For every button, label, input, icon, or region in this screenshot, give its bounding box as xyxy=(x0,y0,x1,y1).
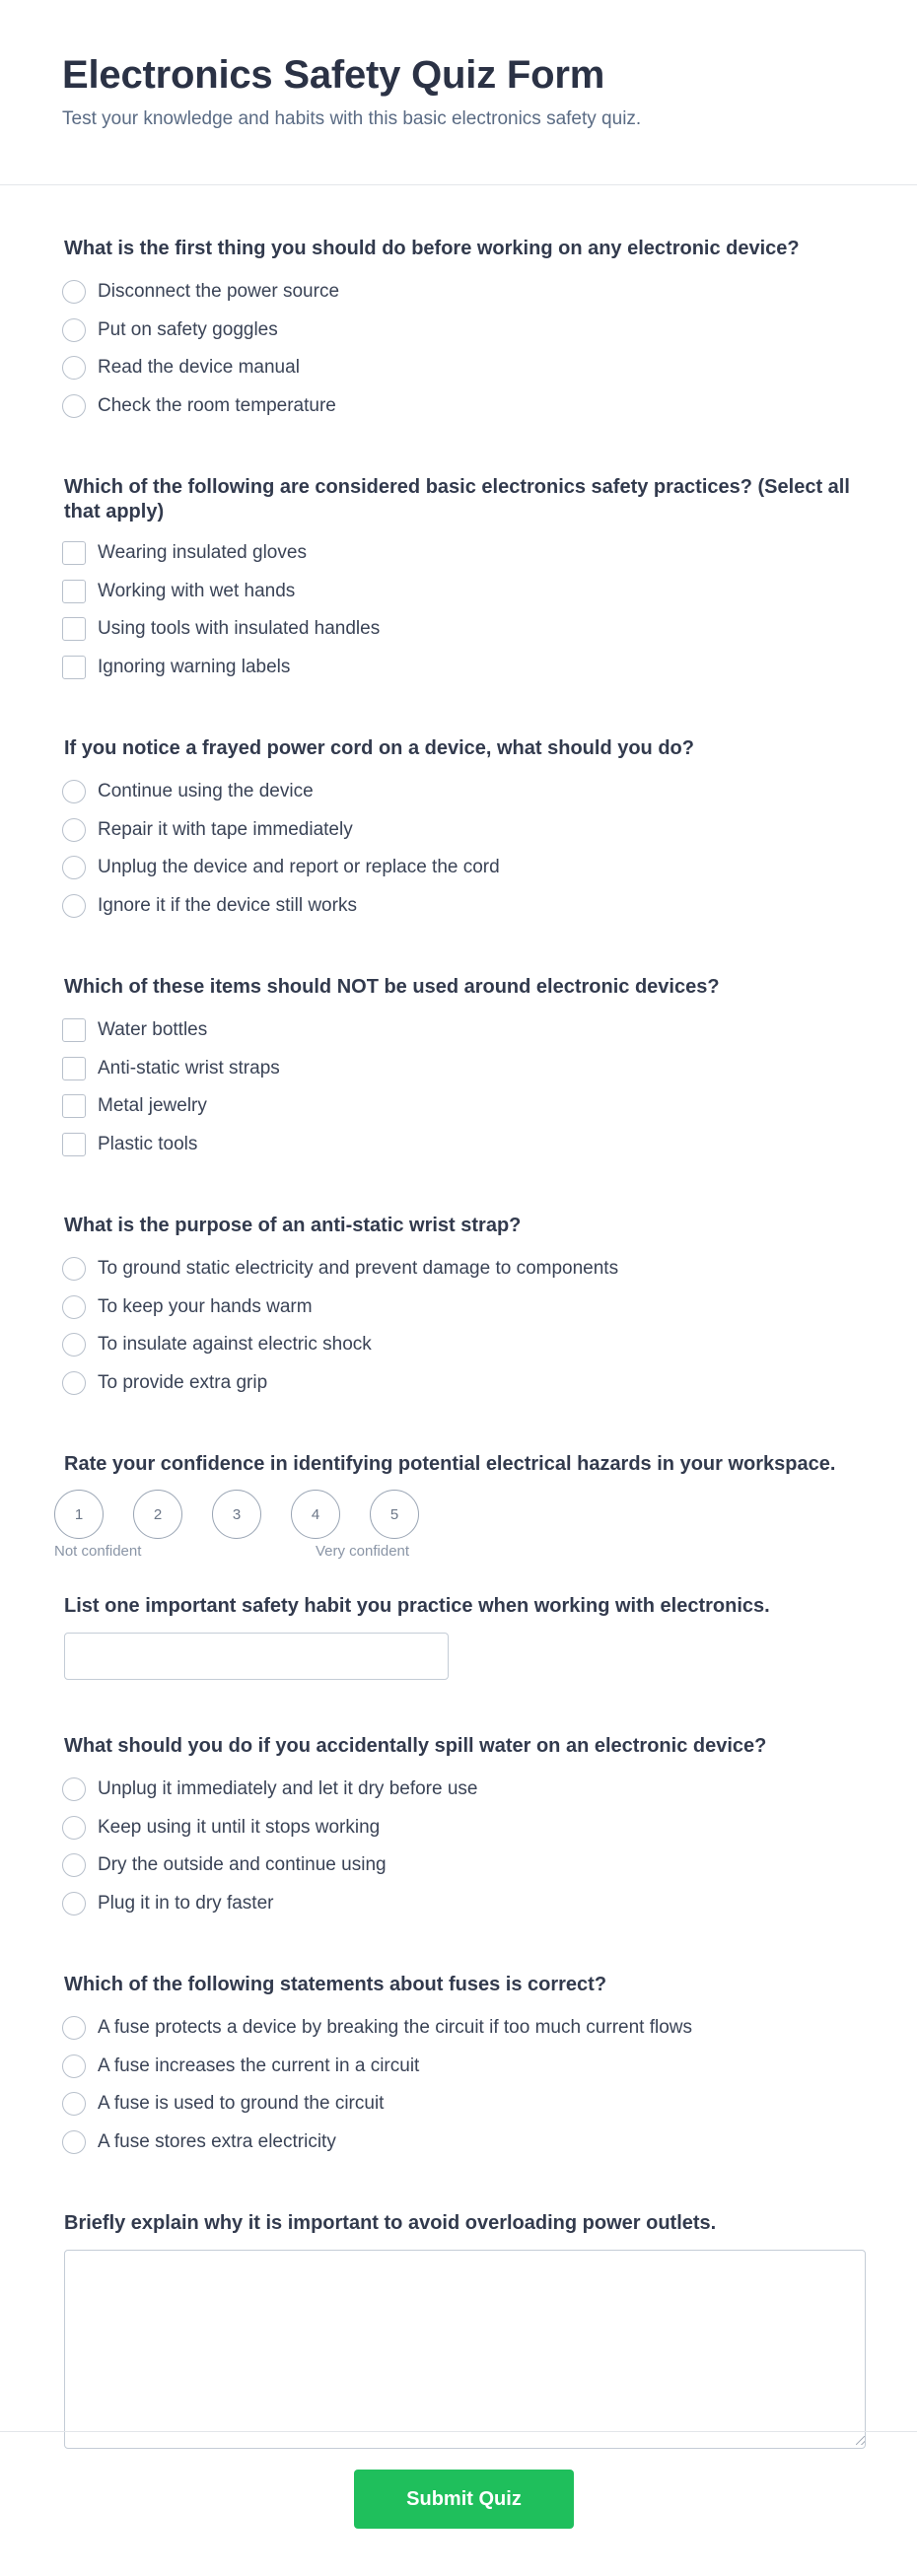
radio-button[interactable] xyxy=(62,280,86,304)
radio-button[interactable] xyxy=(62,394,86,418)
radio-option[interactable] xyxy=(64,2123,853,2162)
question-label: Which of these items should NOT be used around electronic devices? xyxy=(64,976,720,998)
option-label: Check the room temperature xyxy=(98,394,336,416)
radio-option[interactable] xyxy=(64,1288,853,1327)
radio-option[interactable] xyxy=(64,849,853,887)
radio-button[interactable] xyxy=(62,1333,86,1357)
radio-option[interactable] xyxy=(64,773,853,811)
question-4 xyxy=(64,975,853,1163)
question-label: Which of the following are considered basic electronics safety practices? (Select all that apply) xyxy=(64,476,850,522)
question-label: If you notice a frayed power cord on a device, what should you do? xyxy=(64,737,694,759)
question-label: Rate your confidence in identifying potential electrical hazards in your workspace. xyxy=(64,1453,836,1475)
radio-button[interactable] xyxy=(62,2092,86,2116)
option-label: Unplug the device and report or replace the cord xyxy=(98,857,500,878)
option-group xyxy=(64,773,853,925)
checkbox-option[interactable] xyxy=(64,573,853,611)
radio-button[interactable] xyxy=(62,318,86,342)
radio-button[interactable] xyxy=(62,1853,86,1877)
radio-button[interactable] xyxy=(62,2016,86,2040)
option-label: To provide extra grip xyxy=(98,1371,268,1393)
radio-option[interactable] xyxy=(64,1846,853,1885)
rating-min-label: Not confident xyxy=(54,1543,142,1560)
option-label: Unplug it immediately and let it dry before use xyxy=(98,1778,478,1800)
quiz-body xyxy=(0,237,917,2458)
option-label: A fuse protects a device by breaking the circuit if too much current flows xyxy=(98,2017,693,2039)
option-label: Using tools with insulated handles xyxy=(98,618,381,640)
question-label: What should you do if you accidentally spill water on an electronic device? xyxy=(64,1735,767,1757)
option-label: A fuse increases the current in a circuit xyxy=(98,2054,420,2076)
option-label: Wearing insulated gloves xyxy=(98,542,307,564)
option-group xyxy=(64,1011,853,1163)
radio-option[interactable] xyxy=(64,1250,853,1288)
question-5 xyxy=(64,1214,853,1402)
question-10 xyxy=(64,2211,853,2458)
checkbox[interactable] xyxy=(62,580,86,603)
radio-option[interactable] xyxy=(64,1809,853,1847)
option-label: Plug it in to dry faster xyxy=(98,1892,274,1914)
option-label: Keep using it until it stops working xyxy=(98,1816,381,1838)
option-group xyxy=(64,1250,853,1402)
option-label: Ignoring warning labels xyxy=(98,656,291,677)
question-label: List one important safety habit you practice when working with electronics. xyxy=(64,1595,770,1617)
radio-option[interactable] xyxy=(64,2085,853,2123)
option-label: Read the device manual xyxy=(98,357,300,379)
checkbox[interactable] xyxy=(62,1133,86,1156)
submit-button[interactable]: Submit Quiz xyxy=(354,2470,574,2529)
rating-captions xyxy=(54,1543,853,1563)
question-label: What is the first thing you should do before working on any electronic device? xyxy=(64,238,800,259)
radio-button[interactable] xyxy=(62,356,86,380)
radio-button[interactable] xyxy=(62,1371,86,1395)
radio-option[interactable] xyxy=(64,349,853,387)
radio-button[interactable] xyxy=(62,856,86,879)
option-label: Ignore it if the device still works xyxy=(98,894,357,916)
safety-habit-input[interactable] xyxy=(64,1633,449,1680)
page-title: Electronics Safety Quiz Form xyxy=(62,53,605,97)
radio-button[interactable] xyxy=(62,1257,86,1281)
rating-option-1[interactable]: 1 xyxy=(54,1490,104,1539)
checkbox-option[interactable] xyxy=(64,534,853,573)
radio-option[interactable] xyxy=(64,1364,853,1403)
radio-button[interactable] xyxy=(62,1295,86,1319)
option-label: Plastic tools xyxy=(98,1133,198,1154)
checkbox[interactable] xyxy=(62,617,86,641)
rating-option-5[interactable]: 5 xyxy=(370,1490,419,1539)
radio-option[interactable] xyxy=(64,887,853,926)
checkbox[interactable] xyxy=(62,1018,86,1042)
question-2 xyxy=(64,475,853,686)
option-label: Continue using the device xyxy=(98,781,314,802)
checkbox-option[interactable] xyxy=(64,649,853,687)
radio-button[interactable] xyxy=(62,818,86,842)
checkbox-option[interactable] xyxy=(64,1011,853,1050)
option-label: To keep your hands warm xyxy=(98,1295,313,1317)
question-7 xyxy=(64,1594,853,1680)
radio-button[interactable] xyxy=(62,780,86,803)
option-label: Anti-static wrist straps xyxy=(98,1057,280,1079)
option-label: A fuse is used to ground the circuit xyxy=(98,2093,385,2115)
page-subtitle: Test your knowledge and habits with this basic electronics safety quiz. xyxy=(62,108,642,129)
radio-option[interactable] xyxy=(64,2048,853,2086)
rating-scale xyxy=(54,1490,853,1539)
radio-option[interactable] xyxy=(64,1326,853,1364)
option-label: Metal jewelry xyxy=(98,1095,207,1117)
rating-option-3[interactable]: 3 xyxy=(212,1490,261,1539)
option-group xyxy=(64,2009,853,2161)
question-label: What is the purpose of an anti-static wrist strap? xyxy=(64,1215,522,1236)
radio-option[interactable] xyxy=(64,1885,853,1923)
rating-max-label: Very confident xyxy=(316,1543,410,1560)
option-label: Disconnect the power source xyxy=(98,281,340,303)
option-group xyxy=(64,1771,853,1922)
rating-option-2[interactable]: 2 xyxy=(133,1490,182,1539)
radio-option[interactable] xyxy=(64,1771,853,1809)
radio-button[interactable] xyxy=(62,1892,86,1915)
option-label: Put on safety goggles xyxy=(98,318,278,340)
radio-button[interactable] xyxy=(62,894,86,918)
radio-button[interactable] xyxy=(62,2130,86,2154)
checkbox[interactable] xyxy=(62,1057,86,1080)
radio-option[interactable] xyxy=(64,312,853,350)
radio-option[interactable] xyxy=(64,273,853,312)
option-label: Dry the outside and continue using xyxy=(98,1854,387,1876)
checkbox[interactable] xyxy=(62,656,86,679)
checkbox-option[interactable] xyxy=(64,1087,853,1126)
radio-button[interactable] xyxy=(62,1816,86,1840)
option-group xyxy=(64,273,853,425)
radio-option[interactable] xyxy=(64,811,853,850)
checkbox-option[interactable] xyxy=(64,610,853,649)
radio-option[interactable] xyxy=(64,387,853,426)
option-label: Water bottles xyxy=(98,1019,208,1041)
form-footer xyxy=(0,2431,917,2510)
question-6 xyxy=(54,1452,853,1563)
option-label: To insulate against electric shock xyxy=(98,1334,372,1356)
question-3 xyxy=(64,736,853,925)
checkbox[interactable] xyxy=(62,1094,86,1118)
option-label: To ground static electricity and prevent damage to components xyxy=(98,1258,619,1280)
checkbox-option[interactable] xyxy=(64,1050,853,1088)
resize-grip-icon[interactable] xyxy=(856,2436,865,2445)
option-group xyxy=(64,534,853,686)
question-label: Briefly explain why it is important to avoid overloading power outlets. xyxy=(64,2212,717,2234)
radio-option[interactable] xyxy=(64,2009,853,2048)
radio-button[interactable] xyxy=(62,2054,86,2078)
option-label: Working with wet hands xyxy=(98,580,296,601)
checkbox[interactable] xyxy=(62,541,86,565)
overload-explanation-textarea[interactable] xyxy=(64,2250,866,2449)
option-label: Repair it with tape immediately xyxy=(98,818,353,840)
radio-button[interactable] xyxy=(62,1777,86,1801)
form-header xyxy=(0,0,917,185)
question-9 xyxy=(64,1973,853,2161)
option-label: A fuse stores extra electricity xyxy=(98,2130,336,2152)
checkbox-option[interactable] xyxy=(64,1126,853,1164)
question-8 xyxy=(64,1734,853,1922)
rating-option-4[interactable]: 4 xyxy=(291,1490,340,1539)
question-1 xyxy=(64,237,853,425)
question-label: Which of the following statements about fuses is correct? xyxy=(64,1974,607,1995)
